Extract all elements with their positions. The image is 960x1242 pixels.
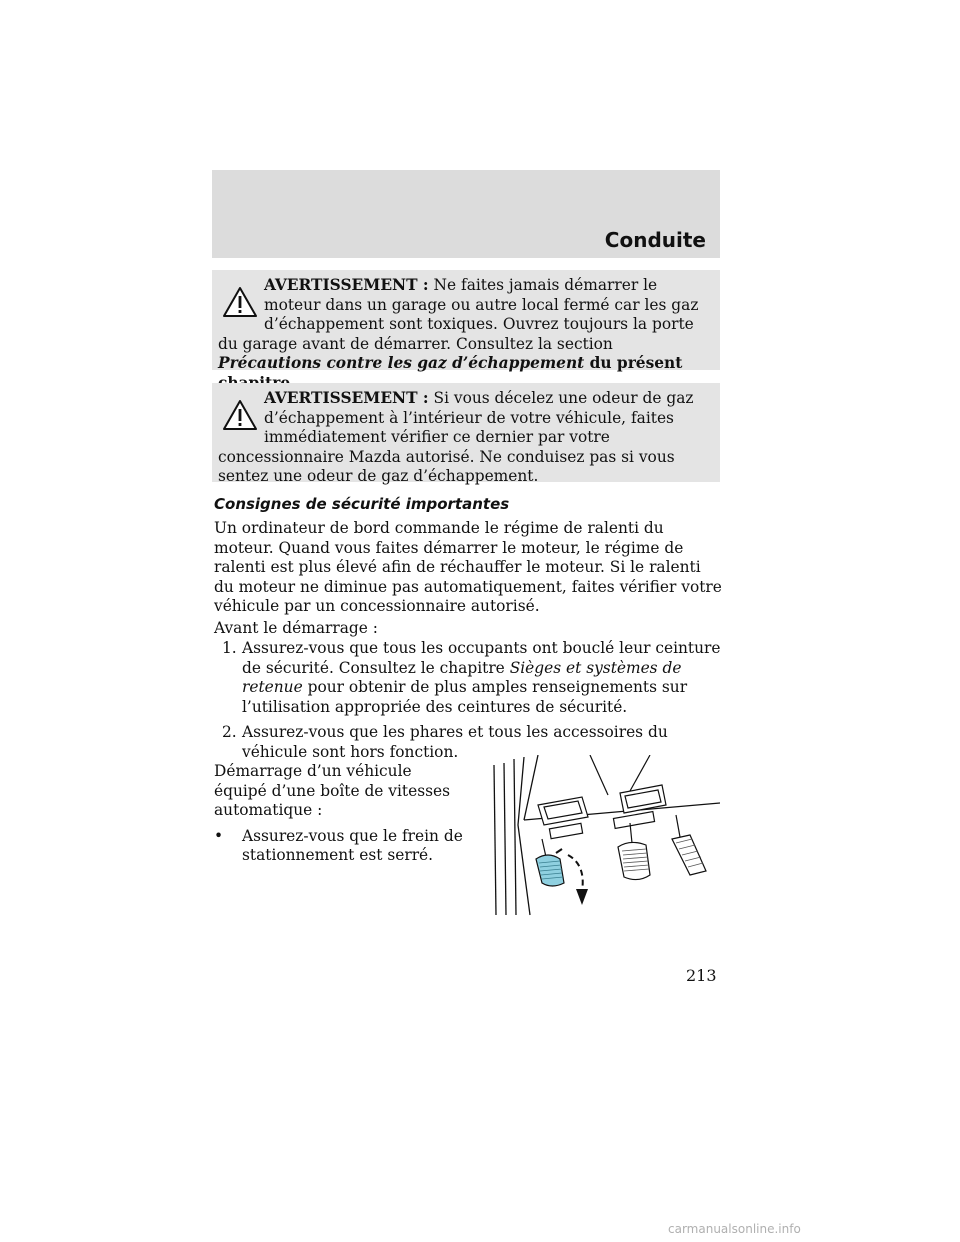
list-item xyxy=(214,639,722,717)
warning-box-exhaust-odor xyxy=(212,383,720,485)
chapter-reference: Sièges et systèmes de retenue xyxy=(242,658,682,696)
chapter-title: Conduite xyxy=(604,228,706,252)
bullet-text: Assurez-vous que le frein de stationnement est serré. xyxy=(242,826,463,864)
warning-label: AVERTISSEMENT : xyxy=(264,276,429,294)
bullet-item xyxy=(214,827,464,866)
list-text: Assurez-vous que les phares et tous les accessoires du véhicule sont hors fonction. xyxy=(242,723,668,761)
section-title: Consignes de sécurité importantes xyxy=(214,495,510,513)
paragraph-idle-speed: Un ordinateur de bord commande le régime de ralenti du moteur. Quand vous faites démarrer le moteur, le régime de ralenti est plus élevé afin de réchauffer le moteur. Si le ralenti du moteur ne diminue pas automatiquement, faites vérifier votre véhicule par un concessionnaire autorisé. xyxy=(214,519,722,615)
warning-text: Ne faites jamais démarrer le moteur dans un garage ou autre local fermé car les gaz d’échappement sont toxiques. Ouvrez toujours la porte du garage avant de démarrer. Consultez la section xyxy=(218,276,699,353)
list-number: 1. xyxy=(222,639,237,657)
list-number: 2. xyxy=(222,723,237,741)
list-text: Assurez-vous que tous les occupants ont bouclé leur ceinture de sécurité. Consultez le chapitre xyxy=(242,639,721,677)
paragraph-before-start: Avant le démarrage : xyxy=(214,619,378,637)
warning-text: Si vous décelez une odeur de gaz d’échappement à l’intérieur de votre véhicule, faites immédiatement vérifier ce dernier par votre concessionnaire Mazda autorisé. Ne conduisez pas si vous sentez une odeur de gaz d’échappement. xyxy=(218,389,694,485)
warning-reference-tail: du présent xyxy=(589,354,683,372)
list-text-tail: pour obtenir de plus amples renseignements sur l’utilisation appropriée des ceintures de sécurité. xyxy=(242,678,688,716)
bullet-glyph: • xyxy=(214,826,224,845)
page-number: 213 xyxy=(686,966,717,985)
automatic-start-column xyxy=(214,762,464,866)
warning-box-exhaust-garage xyxy=(212,270,720,370)
chapter-header-band xyxy=(212,170,720,258)
warning-triangle-icon xyxy=(222,399,258,431)
warning-label: AVERTISSEMENT : xyxy=(264,389,429,407)
warning-reference: Précautions contre les gaz d’échappement xyxy=(218,354,585,372)
warning-triangle-icon xyxy=(222,286,258,318)
watermark: carmanualsonline.info xyxy=(668,1222,801,1236)
automatic-start-intro: Démarrage d’un véhicule équipé d’une boîte de vitesses automatique : xyxy=(214,762,451,819)
parking-brake-illustration xyxy=(490,755,720,920)
